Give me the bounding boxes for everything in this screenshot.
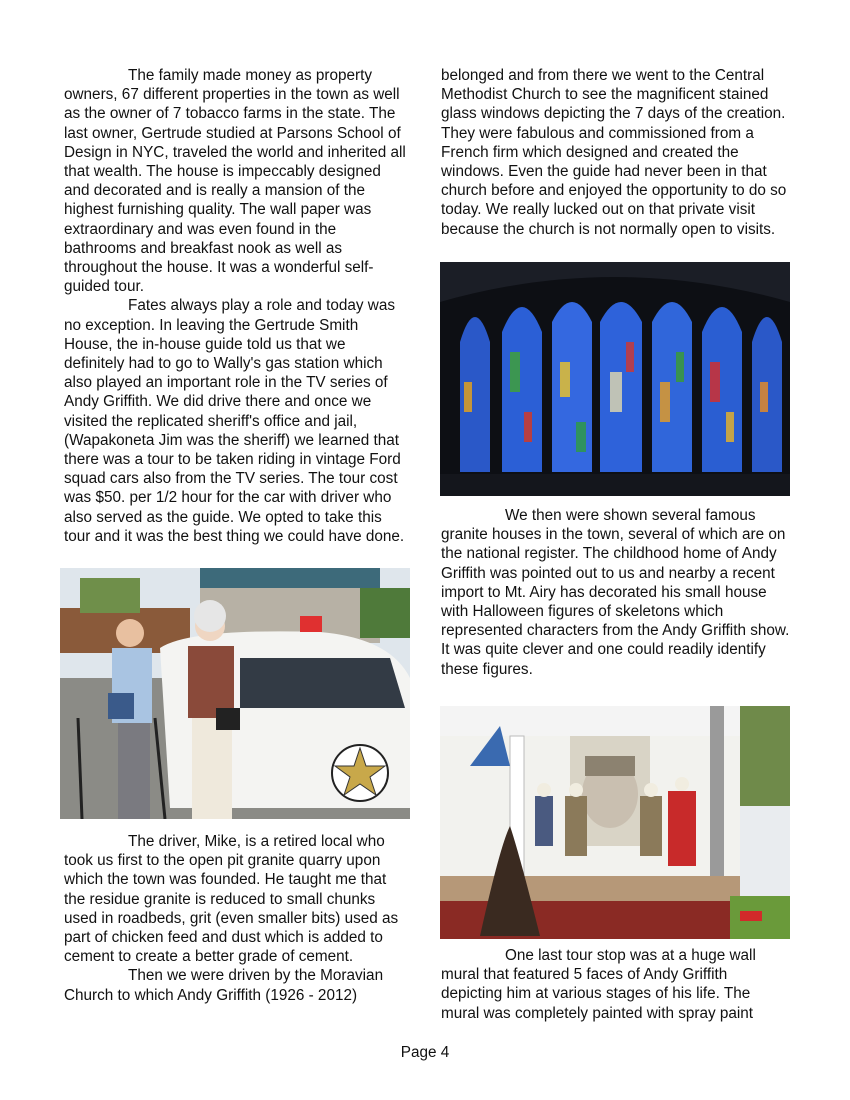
paragraph-wall-mural: One last tour stop was at a huge wall mural that featured 5 faces of Andy Griffith depicting him at various stages of his life. The mural was completely painted with spray paint	[441, 947, 756, 1022]
paragraph-granite-houses: We then were shown several famous granite houses in the town, several of which are on the national register. The childhood home of Andy Griffith was pointed out to us and nearby a recent import to Mt. Airy has decorated his small house with Halloween figures of skeletons which represented characters from the Andy Griffith show. It was quite clever and one could readily identify these figures.	[441, 507, 790, 678]
right-column	[441, 66, 791, 239]
paragraph-fates: Fates always play a role and today was no exception. In leaving the Gertrude Smith House, the in-house guide told us that we definitely had to go to Wally's gas station which also played an important role in the TV series of Andy Griffith. We did drive there and once we visited the replicated sheriff's office and jail, (Wapakoneta Jim was the sheriff) we learned that there was a tour to be taken riding in vintage Ford squad cars also from the TV series. The tour cost was $50. per 1/2 hour for the car with driver who also served as the guide. We opted to take this tour and it was the best thing we could have done.	[64, 297, 405, 545]
photo-halloween-porch	[440, 706, 790, 939]
right-column-lower	[441, 946, 791, 1023]
paragraph-family-wealth: The family made money as property owners, 67 different properties in the town as well as the owner of 7 tobacco farms in the state. The last owner, Gertrude studied at Parsons School of Design in NYC, traveled the world and inherited all that wealth. The house is impeccably designed and decorated and is really a mansion of the highest furnishing quality. The wall paper was extraordinary and was even found in the bathrooms and breakfast nook as well as throughout the house. It was a wonderful self-guided tour.	[64, 67, 406, 296]
paragraph-moravian-church: Then we were driven by the Moravian Church to which Andy Griffith (1926 - 2012)	[64, 967, 384, 1004]
right-column-middle	[441, 506, 791, 679]
photo-couple-with-squad-car	[60, 568, 410, 819]
photo-stained-glass-windows	[440, 262, 790, 496]
paragraph-methodist-church: belonged and from there we went to the Central Methodist Church to see the magnificent stained glass windows depicting the 7 days of the creation. They were fabulous and commissioned from a French firm which designed and created the windows. Even the guide had never been in that church before and enjoyed the opportunity to do so today. We really lucked out on that private visit because the church is not normally open to visits.	[441, 67, 787, 238]
left-column	[64, 66, 410, 546]
left-column-lower	[64, 832, 410, 1005]
paragraph-driver-mike: The driver, Mike, is a retired local who took us first to the open pit granite quarry upon which the town was founded. He taught me that the residue granite is reduced to small chunks used in roadbeds, grit (even smaller bits) used as part of chicken feed and dust which is added to cement to create a better grade of cement.	[64, 833, 399, 966]
page-number: Page 4	[400, 1044, 450, 1061]
